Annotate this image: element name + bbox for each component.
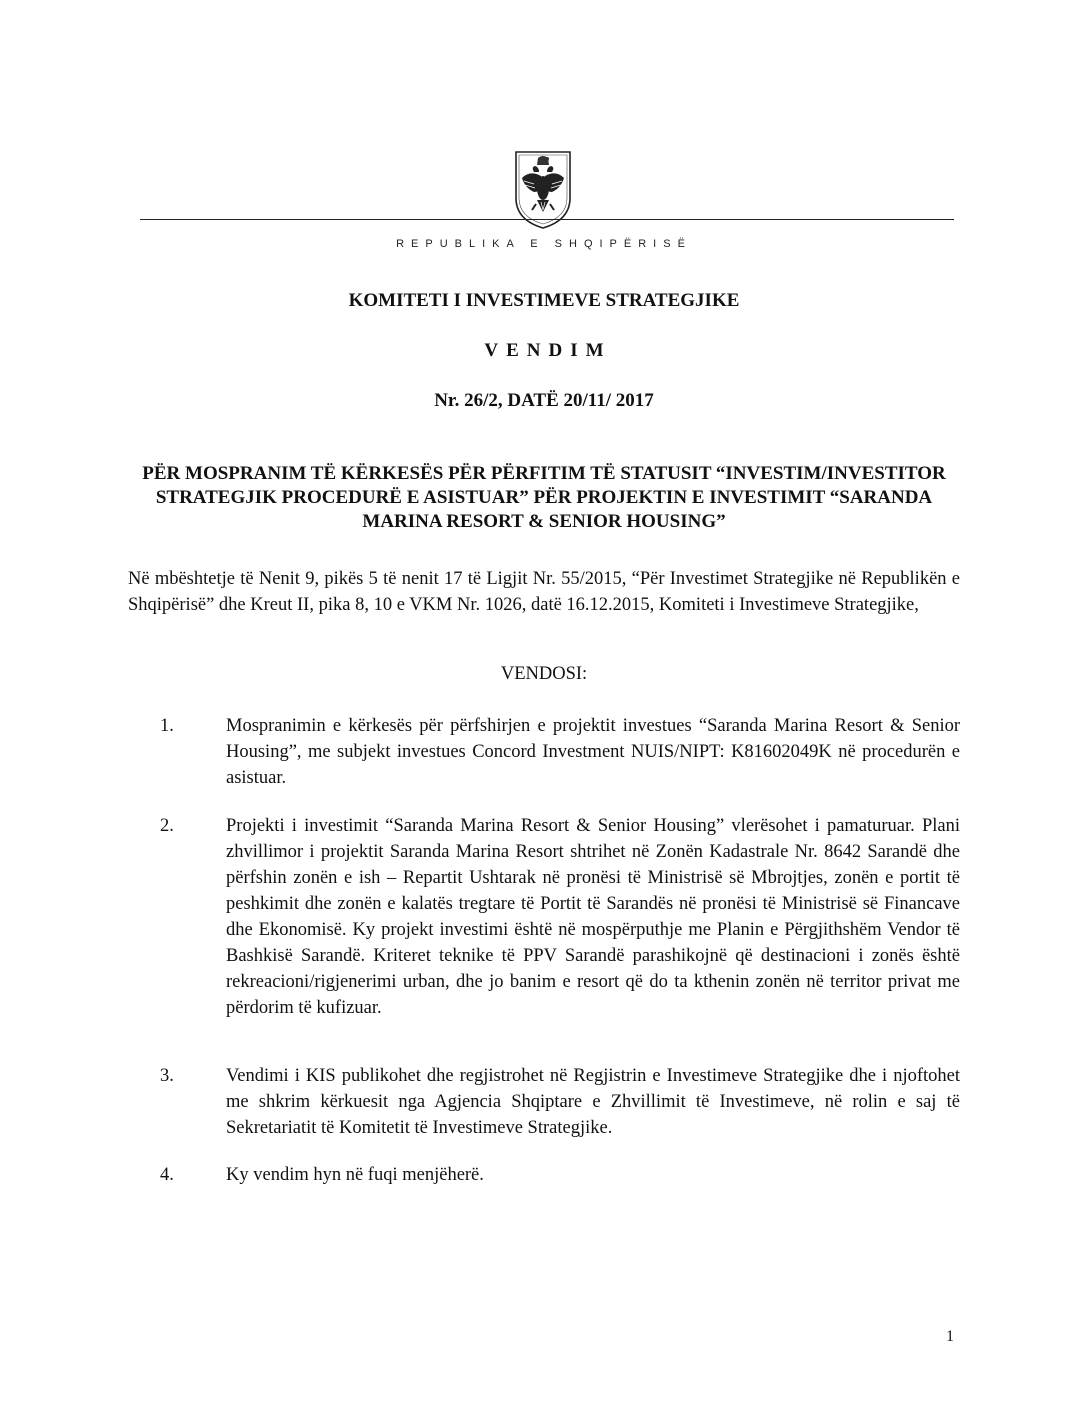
document-number-date: Nr. 26/2, DATË 20/11/ 2017 bbox=[434, 390, 654, 411]
committee-title: KOMITETI I INVESTIMEVE STRATEGJIKE bbox=[348, 290, 740, 311]
item-text: Vendimi i KIS publikohet dhe regjistrohet në Regjistrin e Investimeve Strategjike dhe i njoftohet me shkrim kërkuesit nga Agjencia Shqiptare e Zhvillimit të Investimeve, në rolin e saj të Sekretariatit të Komitetit të Investimeve Strategjike. bbox=[226, 1066, 960, 1138]
item-number: 2. bbox=[160, 816, 174, 836]
item-text: Projekti i investimit “Saranda Marina Resort & Senior Housing” vlerësohet i pamaturuar. Plani zhvillimor i projektit Saranda Marina Resort shtrihet në Zonën Kadastrale Nr. 8642 Sarandë dhe përfshin zonën e ish – Repartit Ushtarak në pronësi të Ministrisë së Mbrojtjes, zonën e portit të peshkimit dhe zonën e kalatës tregtare të Portit të Sarandës në pronësi të Ministrisë së Financave dhe Ekonomisë. Ky projekt investimi është në mospërputhje me Planin e Përgjithshëm Vendor të Bashkisë Sarandë. Kriteret teknike të PPV Sarandë parashikojnë që destinacioni i zonës është rekreacioni/rigjenerimi urban, dhe jo banim e resort që do ta kthenin zonën në territor privat me përdorim të kufizuar. bbox=[226, 816, 960, 1018]
albanian-coat-of-arms-icon bbox=[512, 148, 574, 230]
republic-label: REPUBLIKA E SHQIPËRISË bbox=[396, 238, 692, 250]
page-number: 1 bbox=[946, 1328, 954, 1345]
item-text: Ky vendim hyn në fuqi menjëherë. bbox=[226, 1165, 484, 1185]
item-number: 3. bbox=[160, 1066, 174, 1086]
item-number: 4. bbox=[160, 1165, 174, 1185]
decides-heading: VENDOSI: bbox=[500, 664, 588, 684]
document-subject: PËR MOSPRANIM TË KËRKESËS PËR PËRFITIM TË STATUSIT “INVESTIM/INVESTITOR STRATEGJIK PROCEDURË E ASISTUAR” PËR PROJEKTIN E INVESTIMIT “SARANDA MARINA RESORT & SENIOR HOUSING” bbox=[142, 463, 946, 532]
legal-basis-paragraph: Në mbështetje të Nenit 9, pikës 5 të nenit 17 të Ligjit Nr. 55/2015, “Për Investimet Strategjike në Republikën e Shqipërisë” dhe Kreut II, pika 8, 10 e VKM Nr. 1026, datë 16.12.2015, Komiteti i Investimeve Strategjike, bbox=[128, 569, 960, 615]
item-text: Mospranimin e kërkesës për përfshirjen e projektit investues “Saranda Marina Resort & Senior Housing”, me subjekt investues Concord Investment NUIS/NIPT: K81602049K në procedurën e asistuar. bbox=[226, 716, 960, 788]
document-type: VENDIM bbox=[484, 340, 612, 361]
item-number: 1. bbox=[160, 716, 174, 736]
header-divider bbox=[140, 219, 954, 220]
